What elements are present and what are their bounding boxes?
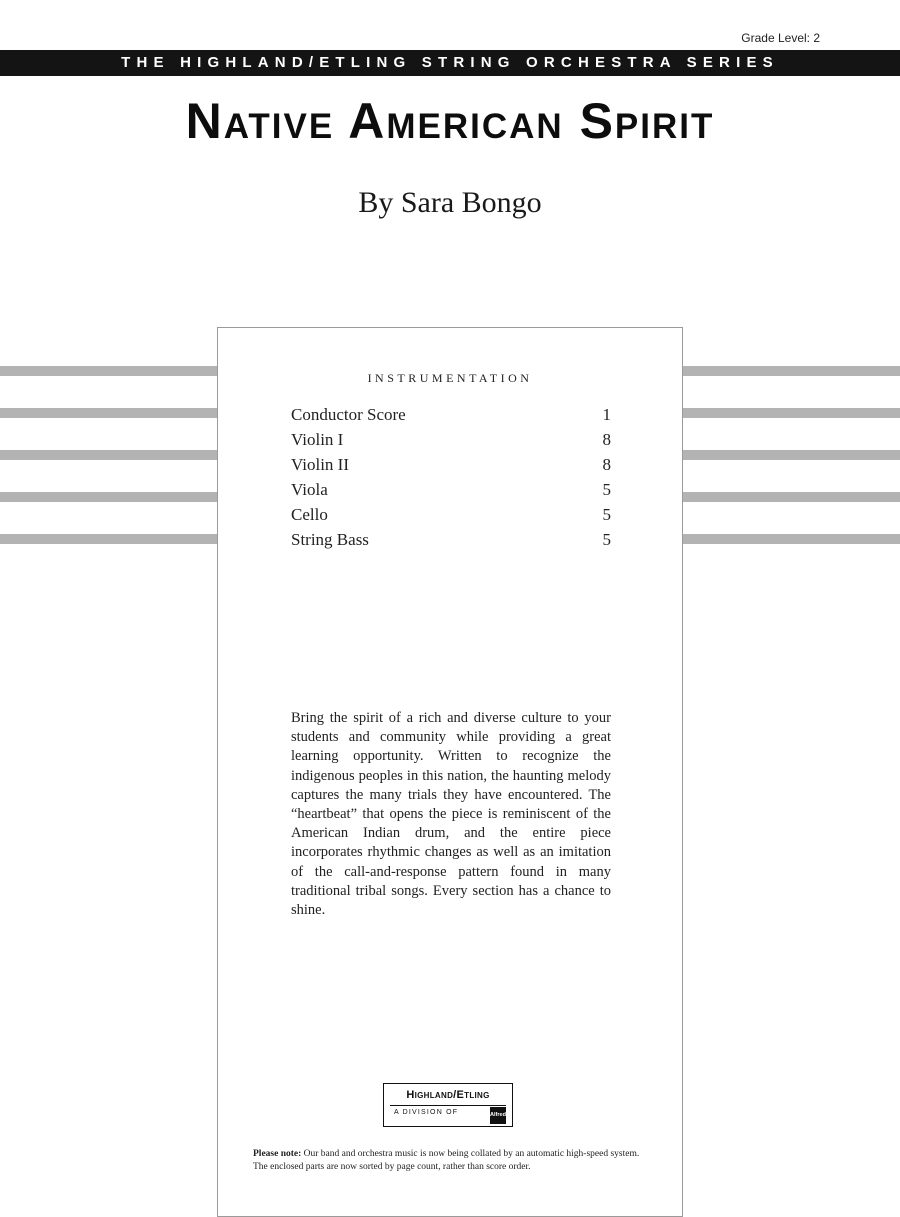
note-text: Our band and orchestra music is now being collated by an automatic high-speed system. The enclosed parts are now sorted by page count, rather than score order. <box>253 1149 640 1172</box>
instrument-row <box>291 427 611 452</box>
instrument-row <box>291 477 611 502</box>
piece-description: Bring the spirit of a rich and diverse culture to your students and community while providing a great learning opportunity. Written to recognize the indigenous peoples in this nation, the haunting melody captures the many trials they have encountered. The “heartbeat” that opens the piece is reminiscent of the American Indian drum, and the entire piece incorporates rhythmic changes as well as an imitation of the call-and-response pattern found in many traditional tribal songs. Every section has a chance to shine. <box>291 710 611 919</box>
publisher-division: A DIVISION OF <box>394 1109 459 1116</box>
instrument-row <box>291 527 611 552</box>
publisher-name: Highland/Etling <box>406 1089 490 1101</box>
instrumentation-panel <box>217 327 683 1217</box>
series-banner <box>0 50 900 76</box>
publisher-logo <box>383 1083 513 1127</box>
please-note <box>253 1148 653 1173</box>
logo-divider <box>390 1105 506 1106</box>
instrument-row <box>291 502 611 527</box>
instrument-count: 5 <box>602 530 611 549</box>
instrumentation-heading: INSTRUMENTATION <box>367 371 533 385</box>
instrument-count: 1 <box>602 405 611 424</box>
instrument-name: Viola <box>291 480 328 499</box>
instrumentation-list <box>291 402 611 552</box>
alfred-logo-icon: Alfred <box>490 1107 506 1124</box>
instrument-name: Violin II <box>291 455 349 474</box>
instrument-count: 5 <box>602 505 611 524</box>
instrument-name: String Bass <box>291 530 369 549</box>
instrument-row <box>291 402 611 427</box>
instrument-count: 8 <box>602 455 611 474</box>
instrument-row <box>291 452 611 477</box>
page-title: Native American Spirit <box>185 93 715 149</box>
instrument-count: 8 <box>602 430 611 449</box>
grade-level: Grade Level: 2 <box>741 31 820 45</box>
instrument-name: Conductor Score <box>291 405 406 424</box>
instrument-count: 5 <box>602 480 611 499</box>
composer-byline: By Sara Bongo <box>358 186 542 219</box>
note-label: Please note: <box>253 1149 302 1159</box>
instrument-name: Violin I <box>291 430 344 449</box>
series-title: THE HIGHLAND/ETLING STRING ORCHESTRA SERIES <box>121 54 779 71</box>
instrument-name: Cello <box>291 505 328 524</box>
